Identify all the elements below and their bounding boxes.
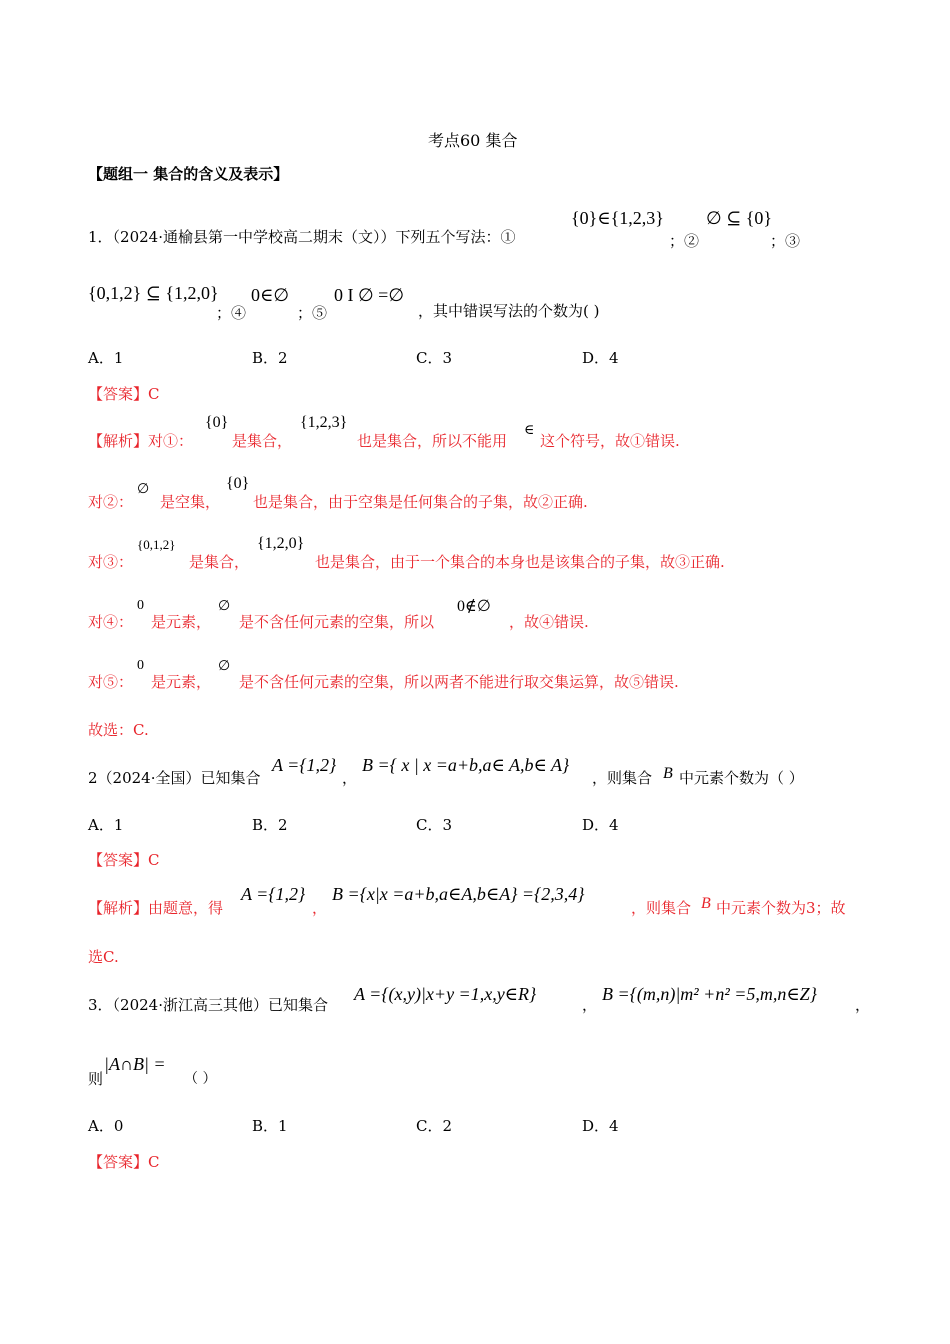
q2-formula-a: A ={1,2}	[272, 755, 337, 775]
q2-formula-b2: B	[663, 765, 673, 782]
q1-a5-text-b: 是元素，	[151, 673, 212, 691]
q3-line2-a: 则	[88, 1070, 104, 1088]
q2-analysis-c: ，则集合	[631, 899, 692, 917]
q1-a3-text-c: 也是集合，由于一个集合的本身也是该集合的子集，故③正确.	[315, 553, 725, 571]
q1-a5-formula-1: 0	[137, 658, 144, 673]
q2-suffix-2: 中元素个数为（ ）	[679, 769, 804, 787]
q2-analysis-b: ，	[312, 899, 328, 917]
q3-option-c: C．2	[416, 1117, 453, 1135]
q2-option-b: B．2	[252, 816, 288, 834]
q2-option-d: D．4	[582, 816, 619, 834]
q2-option-a: A．1	[88, 816, 124, 834]
q1-a1-formula-1: {0}	[205, 414, 229, 431]
q2-analysis-intro	[88, 897, 223, 918]
q1-prefix: 1．（2024·通榆县第一中学校高二期末（文））下列五个写法：①	[88, 228, 516, 246]
q1-formula-3: {0,1,2} ⊆ {1,2,0}	[88, 283, 219, 303]
q1-a3-text-b: 是集合，	[189, 553, 250, 571]
q1-analysis-label	[88, 430, 193, 451]
section-header: 【题组一 集合的含义及表示】	[88, 165, 289, 183]
q1-a2-text-b: 是空集，	[160, 493, 221, 511]
q1-a1-text-b: 是集合，	[232, 432, 293, 450]
q3-answer: 【答案】C	[88, 1153, 160, 1171]
analysis-label: 【解析】	[88, 899, 149, 917]
q1-a4-formula-1: 0	[137, 598, 144, 613]
q1-sep-4: ；⑤	[297, 304, 328, 322]
q1-a3-formula-2: {1,2,0}	[257, 535, 305, 552]
analysis-label: 【解析】	[88, 432, 149, 450]
q1-a5-formula-2: ∅	[218, 659, 231, 674]
q3-option-b: B．1	[252, 1117, 288, 1135]
q2-analysis-e: 选C.	[88, 948, 119, 966]
q3-comma: ，	[582, 996, 598, 1014]
q3-option-d: D．4	[582, 1117, 619, 1135]
q1-a1-text-c: 也是集合，所以不能用	[357, 432, 508, 450]
analysis-l1-a: 对①：	[148, 432, 194, 450]
q1-a3-text-a: 对③：	[88, 553, 134, 571]
q2-comma: ，	[342, 769, 358, 787]
q3-formula-a: A ={(x,y)|x+y =1,x,y∈R}	[354, 984, 537, 1004]
q2-analysis-formula-2: B ={x|x =a+b,a∈A,b∈A} ={2,3,4}	[332, 884, 585, 904]
q1-conclusion: 故选：C.	[88, 721, 149, 739]
q1-a5-text-c: 是不含任何元素的空集，所以两者不能进行取交集运算，故⑤错误.	[239, 673, 679, 691]
q1-a4-text-d: ，故④错误.	[509, 613, 589, 631]
q1-a4-formula-2: ∅	[218, 599, 231, 614]
q1-answer: 【答案】C	[88, 385, 160, 403]
q1-option-a: A．1	[88, 349, 124, 367]
q1-a1-formula-3: ∈	[524, 423, 535, 438]
q1-option-b: B．2	[252, 349, 288, 367]
q1-sep-2: ；③	[770, 232, 801, 250]
q1-a1-text-d: 这个符号，故①错误.	[540, 432, 680, 450]
q1-sep-1: ；②	[669, 232, 700, 250]
q2-suffix-1: ，则集合	[592, 769, 653, 787]
q1-formula-5: 0 I ∅ =∅	[334, 285, 405, 305]
q1-option-d: D．4	[582, 349, 619, 367]
q1-formula-4: 0∈∅	[251, 285, 290, 305]
q1-formula-2: ∅ ⊆ {0}	[706, 208, 773, 228]
q2-analysis-formula-1: A ={1,2}	[241, 884, 306, 904]
q1-a4-formula-3: 0∉∅	[457, 598, 491, 615]
q1-suffix: ，其中错误写法的个数为( )	[418, 302, 600, 320]
q1-a3-formula-1: {0,1,2}	[137, 537, 176, 552]
q1-a2-formula-1: ∅	[137, 482, 150, 497]
q1-a1-formula-2: {1,2,3}	[300, 414, 348, 431]
q1-a2-text-c: 也是集合，由于空集是任何集合的子集，故②正确.	[253, 493, 588, 511]
q1-option-c: C．3	[416, 349, 453, 367]
q1-a2-formula-2: {0}	[226, 475, 250, 492]
q1-a2-text-a: 对②：	[88, 493, 134, 511]
q1-a4-text-a: 对④：	[88, 613, 134, 631]
q2-analysis-a: 由题意，得	[148, 899, 224, 917]
q3-formula-b: B ={(m,n)|m² +n² =5,m,n∈Z}	[602, 984, 817, 1004]
q1-sep-3: ；④	[216, 304, 247, 322]
q2-analysis-formula-3: B	[701, 895, 711, 912]
q1-a4-text-c: 是不含任何元素的空集，所以	[239, 613, 435, 631]
q2-prefix: 2（2024·全国）已知集合	[88, 769, 261, 787]
q2-answer: 【答案】C	[88, 851, 160, 869]
q1-a4-text-b: 是元素，	[151, 613, 212, 631]
q1-formula-1: {0}∈{1,2,3}	[571, 208, 664, 228]
q3-comma-2: ，	[855, 996, 871, 1014]
page-title: 考点60 集合	[428, 131, 518, 150]
q1-a5-text-a: 对⑤：	[88, 673, 134, 691]
q2-analysis-d: 中元素个数为3；故	[716, 899, 846, 917]
q3-option-a: A．0	[88, 1117, 124, 1135]
q3-formula-ab: |A∩B| =	[104, 1054, 166, 1074]
q3-line2-b: （ ）	[184, 1071, 217, 1087]
q2-option-c: C．3	[416, 816, 453, 834]
q3-prefix: 3．（2024·浙江高三其他）已知集合	[88, 996, 328, 1014]
q2-formula-b: B ={ x | x =a+b,a∈ A,b∈ A}	[362, 755, 570, 775]
